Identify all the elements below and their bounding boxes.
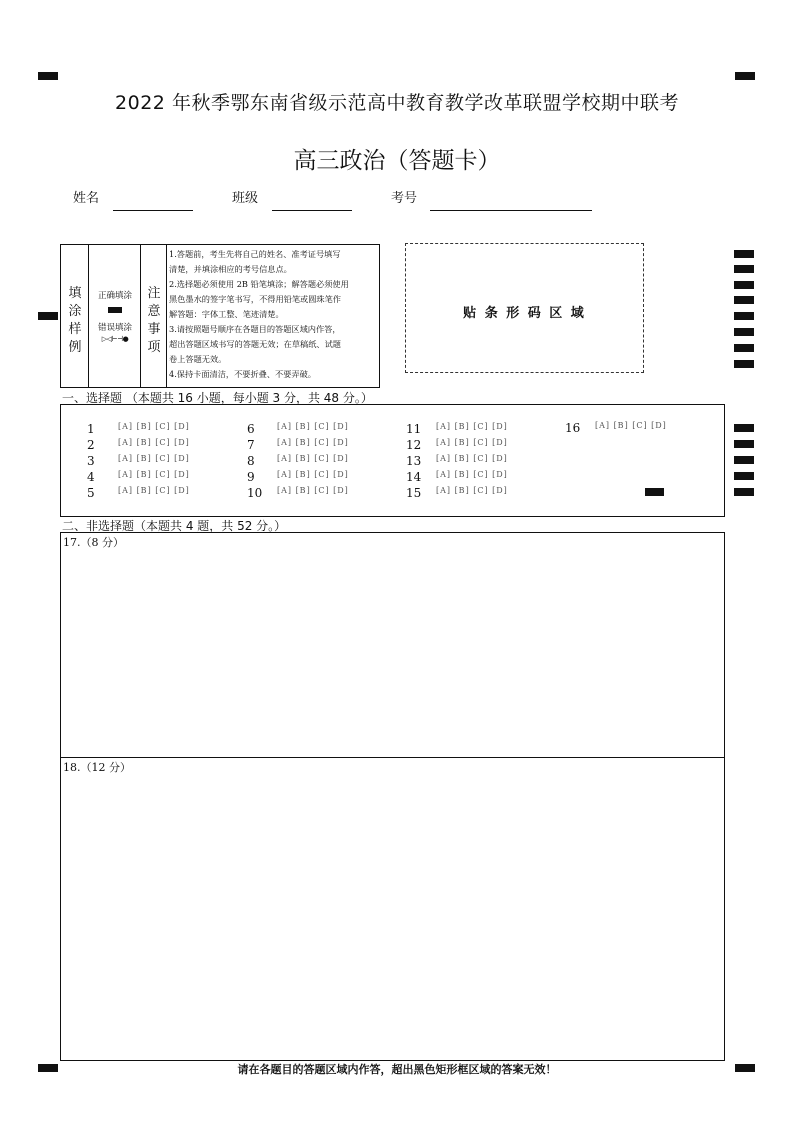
- wrong-fill-sample: ▷◁⊢⊣●: [101, 335, 129, 343]
- timing-mark: [734, 328, 754, 336]
- section1-title: 一、选择题 （本题共 16 小题，每小题 3 分，共 48 分。）: [62, 391, 373, 405]
- answer-options[interactable]: [A] [B] [C] [D]: [436, 422, 508, 431]
- answer-options[interactable]: [A] [B] [C] [D]: [118, 422, 190, 431]
- timing-mark: [734, 344, 754, 352]
- class-field[interactable]: [272, 210, 352, 211]
- question-number: 11: [406, 422, 422, 436]
- heading-char: 样: [68, 322, 82, 337]
- timing-mark: [734, 488, 754, 496]
- question-number: 1: [87, 422, 95, 436]
- heading-char: 涂: [68, 304, 82, 319]
- question-18-label: 18.（12 分）: [63, 761, 131, 774]
- question-number: 13: [406, 454, 422, 468]
- answer-options[interactable]: [A] [B] [C] [D]: [118, 438, 190, 447]
- name-label: 姓名: [73, 191, 100, 206]
- answer-area-17[interactable]: [60, 532, 725, 758]
- notice-line: 2.选择题必须使用 2B 铅笔填涂；解答题必须使用: [169, 279, 349, 289]
- answer-options[interactable]: [A] [B] [C] [D]: [277, 454, 349, 463]
- notice-line: 解答题：字体工整、笔迹清楚。: [169, 309, 284, 319]
- answer-options[interactable]: [A] [B] [C] [D]: [118, 486, 190, 495]
- timing-mark: [734, 250, 754, 258]
- question-number: 10: [247, 486, 263, 500]
- notice-line: 清楚，并填涂相应的考号信息点。: [169, 264, 292, 274]
- answer-options[interactable]: [A] [B] [C] [D]: [595, 421, 667, 430]
- timing-mark: [734, 424, 754, 432]
- registration-mark: [38, 72, 58, 80]
- answer-options[interactable]: [A] [B] [C] [D]: [436, 486, 508, 495]
- notice-line: 3.请按照题号顺序在各题目的答题区域内作答，: [169, 324, 341, 334]
- heading-char: 注: [147, 286, 161, 301]
- exam-number-label: 考号: [391, 191, 418, 206]
- class-label: 班级: [232, 191, 259, 206]
- wrong-fill-label: 错误填涂: [97, 323, 132, 333]
- timing-mark: [734, 440, 754, 448]
- answer-options[interactable]: [A] [B] [C] [D]: [277, 438, 349, 447]
- answer-options[interactable]: [A] [B] [C] [D]: [277, 422, 349, 431]
- notice-line: 1.答题前，考生先将自己的姓名、准考证号填写: [169, 249, 341, 259]
- question-number: 7: [247, 438, 255, 452]
- subject-title: 高三政治（答题卡）: [293, 148, 501, 174]
- notice-line: 4.保持卡面清洁，不要折叠、不要弄破。: [169, 369, 316, 379]
- heading-char: 项: [147, 340, 161, 355]
- question-17-label: 17.（8 分）: [63, 536, 124, 549]
- answer-options[interactable]: [A] [B] [C] [D]: [436, 438, 508, 447]
- answer-options[interactable]: [A] [B] [C] [D]: [118, 454, 190, 463]
- registration-mark: [735, 72, 755, 80]
- answer-options[interactable]: [A] [B] [C] [D]: [277, 470, 349, 479]
- registration-mark: [38, 312, 58, 320]
- heading-char: 意: [147, 304, 161, 319]
- notice-heading: [141, 245, 167, 387]
- timing-mark: [734, 456, 754, 464]
- exam-number-field[interactable]: [430, 210, 592, 211]
- barcode-area-label: 贴 条 形 码 区 域: [463, 306, 586, 321]
- correct-fill-label: 正确填涂: [97, 291, 132, 301]
- heading-char: 例: [68, 340, 82, 355]
- notice-line: 卷上答题无效。: [169, 354, 227, 364]
- correct-fill-sample: [108, 307, 122, 313]
- question-number: 2: [87, 438, 95, 452]
- timing-mark: [734, 472, 754, 480]
- answer-options[interactable]: [A] [B] [C] [D]: [436, 470, 508, 479]
- fill-example-content: [89, 245, 141, 387]
- timing-mark: [734, 360, 754, 368]
- answer-options[interactable]: [A] [B] [C] [D]: [118, 470, 190, 479]
- section2-title: 二、非选择题（本题共 4 题，共 52 分。）: [62, 519, 287, 533]
- question-number: 12: [406, 438, 422, 452]
- timing-mark: [645, 488, 664, 496]
- question-number: 16: [565, 421, 581, 435]
- heading-char: 事: [147, 322, 161, 337]
- answer-options[interactable]: [A] [B] [C] [D]: [436, 454, 508, 463]
- question-number: 8: [247, 454, 255, 468]
- timing-mark: [734, 312, 754, 320]
- question-number: 3: [87, 454, 95, 468]
- answer-options[interactable]: [A] [B] [C] [D]: [277, 486, 349, 495]
- choice-answer-box: [60, 404, 725, 517]
- timing-mark: [734, 296, 754, 304]
- question-number: 15: [406, 486, 422, 500]
- question-number: 6: [247, 422, 255, 436]
- fill-example-heading: [61, 245, 89, 387]
- notice-line: 超出答题区域书写的答题无效；在草稿纸、试题: [169, 339, 341, 349]
- question-number: 4: [87, 470, 95, 484]
- question-number: 14: [406, 470, 422, 484]
- notice-line: 黑色墨水的签字笔书写，不得用铅笔或圆珠笔作: [169, 294, 341, 304]
- timing-mark: [734, 265, 754, 273]
- answer-area-18[interactable]: [60, 757, 725, 1061]
- timing-mark: [734, 281, 754, 289]
- name-field[interactable]: [113, 210, 193, 211]
- footer-warning: 请在各题目的答题区域内作答，超出黑色矩形框区域的答案无效！: [237, 1063, 557, 1076]
- instructions-box: [60, 244, 380, 388]
- notice-text: [169, 247, 379, 382]
- heading-char: 填: [68, 286, 82, 301]
- exam-title: 2022 年秋季鄂东南省级示范高中教育教学改革联盟学校期中联考: [115, 92, 679, 114]
- barcode-area: [405, 243, 644, 373]
- question-number: 5: [87, 486, 95, 500]
- question-number: 9: [247, 470, 255, 484]
